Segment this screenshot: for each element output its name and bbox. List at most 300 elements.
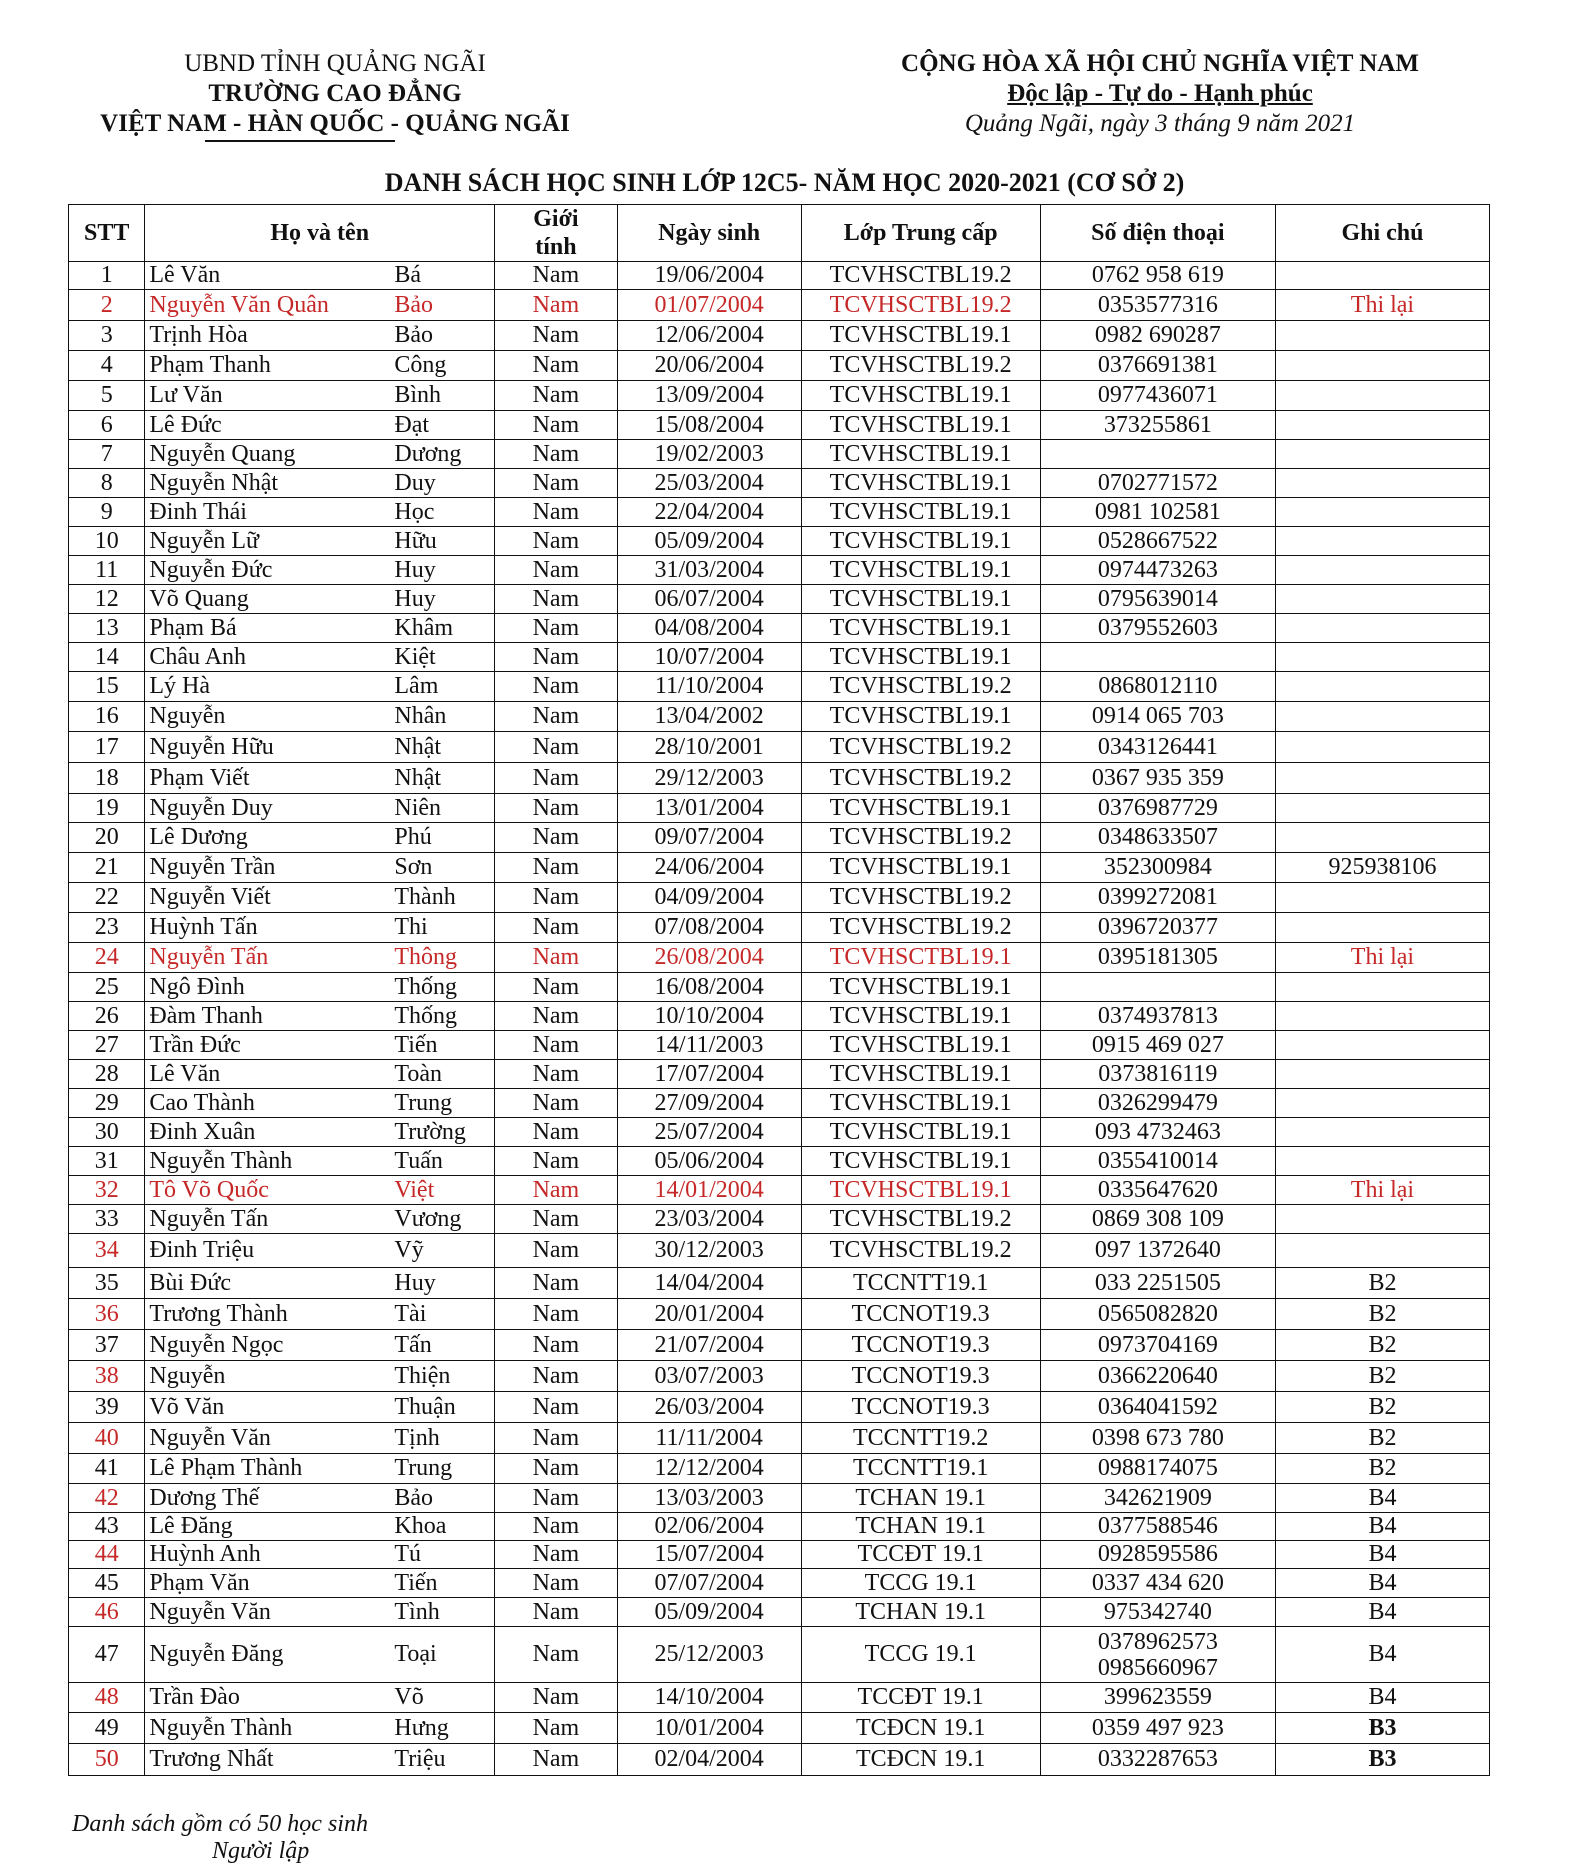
student-given-name: Thông [394, 944, 458, 970]
student-family-name: Nguyễn Văn [149, 1424, 271, 1451]
cell-stt: 3 [69, 321, 145, 351]
cell-class: TCVHSCTBL19.1 [801, 702, 1040, 732]
cell-gender: Nam [495, 973, 618, 1002]
cell-gender: Nam [495, 1541, 618, 1569]
cell-note: B4 [1275, 1513, 1489, 1541]
student-family-name: Nguyễn Văn Quân [149, 291, 329, 318]
table-row [69, 1089, 1490, 1118]
school-name-line1: TRƯỜNG CAO ĐẲNG [208, 80, 462, 107]
table-row [69, 1423, 1490, 1454]
cell-stt: 21 [69, 853, 145, 883]
student-family-name: Nguyễn Thành [149, 1714, 293, 1741]
cell-gender: Nam [495, 381, 618, 411]
table-row [69, 556, 1490, 585]
cell-phone: 033 2251505 [1040, 1268, 1275, 1299]
cell-dob: 04/08/2004 [617, 614, 801, 643]
student-given-name: Tịnh [394, 1424, 440, 1451]
cell-stt: 39 [69, 1392, 145, 1423]
cell-phone: 0376691381 [1040, 351, 1275, 381]
cell-note: B2 [1275, 1361, 1489, 1392]
cell-gender: Nam [495, 1002, 618, 1031]
cell-name [145, 321, 495, 351]
header-left [80, 49, 590, 139]
cell-dob: 25/03/2004 [617, 469, 801, 498]
cell-phone: 0928595586 [1040, 1541, 1275, 1569]
student-table [68, 204, 1490, 1776]
col-header-class: Lớp Trung cấp [801, 205, 1040, 262]
cell-stt: 46 [69, 1598, 145, 1627]
cell-dob: 17/07/2004 [617, 1060, 801, 1089]
student-family-name: Tô Võ Quốc [149, 1176, 269, 1203]
table-row [69, 1299, 1490, 1330]
cell-note [1275, 883, 1489, 913]
cell-phone: 0973704169 [1040, 1330, 1275, 1361]
cell-phone: 0974473263 [1040, 556, 1275, 585]
cell-class: TCVHSCTBL19.2 [801, 883, 1040, 913]
student-given-name: Trường [394, 1118, 466, 1145]
cell-stt: 28 [69, 1060, 145, 1089]
cell-class: TCCNTT19.2 [801, 1423, 1040, 1454]
cell-stt: 33 [69, 1205, 145, 1234]
cell-stt: 18 [69, 763, 145, 794]
table-row [69, 1627, 1490, 1683]
cell-note [1275, 1147, 1489, 1176]
student-family-name: Lê Dương [149, 824, 248, 850]
student-given-name: Tiến [394, 1031, 438, 1058]
cell-gender: Nam [495, 943, 618, 973]
cell-dob: 10/01/2004 [617, 1713, 801, 1744]
cell-phone: 0337 434 620 [1040, 1569, 1275, 1598]
cell-phone: 0869 308 109 [1040, 1205, 1275, 1234]
cell-phone: 352300984 [1040, 853, 1275, 883]
cell-dob: 12/12/2004 [617, 1454, 801, 1484]
student-given-name: Tú [394, 1541, 422, 1567]
cell-phone: 0373816119 [1040, 1060, 1275, 1089]
table-row [69, 763, 1490, 794]
cell-gender: Nam [495, 1713, 618, 1744]
cell-name [145, 1268, 495, 1299]
cell-gender: Nam [495, 1423, 618, 1454]
student-family-name: Nguyễn Lữ [149, 527, 260, 554]
student-given-name: Việt [394, 1176, 435, 1203]
student-family-name: Lê Đức [149, 411, 222, 438]
cell-note [1275, 527, 1489, 556]
cell-phone [1040, 643, 1275, 672]
cell-name [145, 1627, 495, 1683]
cell-dob: 16/08/2004 [617, 973, 801, 1002]
student-family-name: Đinh Xuân [149, 1118, 256, 1145]
cell-note [1275, 1234, 1489, 1268]
student-given-name: Triệu [394, 1746, 446, 1772]
table-row [69, 381, 1490, 411]
cell-phone: 0335647620 [1040, 1176, 1275, 1205]
student-given-name: Hưng [394, 1714, 449, 1741]
cell-dob: 22/04/2004 [617, 498, 801, 527]
table-row [69, 1147, 1490, 1176]
student-family-name: Trịnh Hòa [149, 322, 248, 348]
cell-note [1275, 672, 1489, 702]
cell-dob: 19/02/2003 [617, 440, 801, 469]
cell-name [145, 973, 495, 1002]
cell-name [145, 883, 495, 913]
table-row [69, 1598, 1490, 1627]
cell-stt: 10 [69, 527, 145, 556]
cell-dob: 20/01/2004 [617, 1299, 801, 1330]
cell-note [1275, 973, 1489, 1002]
cell-dob: 25/07/2004 [617, 1118, 801, 1147]
cell-name [145, 1713, 495, 1744]
cell-note: Thi lại [1275, 1176, 1489, 1205]
cell-phone: 0398 673 780 [1040, 1423, 1275, 1454]
student-family-name: Nguyễn Văn [149, 1598, 271, 1625]
student-family-name: Đinh Triệu [149, 1237, 255, 1263]
cell-dob: 14/11/2003 [617, 1031, 801, 1060]
table-row [69, 1002, 1490, 1031]
cell-note [1275, 469, 1489, 498]
cell-note [1275, 556, 1489, 585]
cell-gender: Nam [495, 469, 618, 498]
student-given-name: Phú [394, 824, 432, 850]
cell-phone: 0528667522 [1040, 527, 1275, 556]
cell-phone: 0795639014 [1040, 585, 1275, 614]
cell-class: TCVHSCTBL19.1 [801, 498, 1040, 527]
cell-class: TCVHSCTBL19.1 [801, 643, 1040, 672]
cell-stt: 17 [69, 732, 145, 763]
cell-class: TCĐCN 19.1 [801, 1713, 1040, 1744]
cell-phone: 0399272081 [1040, 883, 1275, 913]
student-family-name: Phạm Văn [149, 1569, 250, 1596]
cell-stt: 11 [69, 556, 145, 585]
cell-dob: 31/03/2004 [617, 556, 801, 585]
cell-name [145, 943, 495, 973]
cell-gender: Nam [495, 732, 618, 763]
cell-stt: 48 [69, 1683, 145, 1713]
cell-dob: 14/01/2004 [617, 1176, 801, 1205]
table-row [69, 1031, 1490, 1060]
cell-dob: 02/04/2004 [617, 1744, 801, 1776]
cell-phone: 0395181305 [1040, 943, 1275, 973]
national-motto-text: Độc lập - Tự do - Hạnh phúc [1007, 80, 1313, 107]
cell-phone [1040, 973, 1275, 1002]
table-row [69, 411, 1490, 440]
table-row [69, 440, 1490, 469]
cell-class: TCVHSCTBL19.1 [801, 321, 1040, 351]
cell-stt: 20 [69, 823, 145, 853]
cell-class: TCVHSCTBL19.2 [801, 351, 1040, 381]
student-given-name: Tấn [394, 1331, 432, 1358]
cell-stt: 30 [69, 1118, 145, 1147]
cell-gender: Nam [495, 1361, 618, 1392]
student-family-name: Huỳnh Tấn [149, 914, 258, 940]
cell-name [145, 1330, 495, 1361]
cell-phone: 0348633507 [1040, 823, 1275, 853]
cell-gender: Nam [495, 1234, 618, 1268]
table-body [69, 262, 1490, 1776]
cell-name [145, 702, 495, 732]
cell-class: TCVHSCTBL19.1 [801, 943, 1040, 973]
cell-class: TCVHSCTBL19.2 [801, 763, 1040, 794]
student-given-name: Tài [394, 1300, 427, 1327]
cell-phone: 0702771572 [1040, 469, 1275, 498]
cell-phone: 0762 958 619 [1040, 262, 1275, 290]
cell-stt: 16 [69, 702, 145, 732]
cell-gender: Nam [495, 411, 618, 440]
cell-gender: Nam [495, 702, 618, 732]
cell-phone: 0378962573 0985660967 [1040, 1627, 1275, 1683]
cell-gender: Nam [495, 585, 618, 614]
table-row [69, 1744, 1490, 1776]
cell-class: TCVHSCTBL19.1 [801, 1002, 1040, 1031]
cell-dob: 24/06/2004 [617, 853, 801, 883]
cell-class: TCCNTT19.1 [801, 1454, 1040, 1484]
cell-dob: 01/07/2004 [617, 290, 801, 321]
student-family-name: Ngô Đình [149, 973, 245, 1000]
cell-class: TCCNOT19.3 [801, 1361, 1040, 1392]
cell-stt: 6 [69, 411, 145, 440]
cell-stt: 45 [69, 1569, 145, 1598]
cell-note: B2 [1275, 1330, 1489, 1361]
student-family-name: Võ Văn [149, 1393, 225, 1420]
cell-gender: Nam [495, 1205, 618, 1234]
cell-dob: 26/03/2004 [617, 1392, 801, 1423]
student-given-name: Dương [394, 440, 462, 467]
cell-name [145, 1569, 495, 1598]
student-family-name: Nguyễn Đăng [149, 1641, 284, 1667]
cell-stt: 23 [69, 913, 145, 943]
cell-name [145, 1361, 495, 1392]
student-given-name: Tình [394, 1598, 440, 1625]
cell-name [145, 556, 495, 585]
student-given-name: Vỹ [394, 1237, 424, 1263]
cell-class: TCCNOT19.3 [801, 1330, 1040, 1361]
cell-class: TCVHSCTBL19.1 [801, 527, 1040, 556]
table-row [69, 321, 1490, 351]
cell-stt: 35 [69, 1268, 145, 1299]
cell-note [1275, 702, 1489, 732]
cell-stt: 37 [69, 1330, 145, 1361]
cell-dob: 03/07/2003 [617, 1361, 801, 1392]
cell-phone [1040, 440, 1275, 469]
cell-note: B2 [1275, 1299, 1489, 1330]
table-row [69, 883, 1490, 913]
cell-stt: 12 [69, 585, 145, 614]
cell-stt: 36 [69, 1299, 145, 1330]
table-row [69, 1330, 1490, 1361]
cell-note [1275, 1089, 1489, 1118]
cell-phone: 0326299479 [1040, 1089, 1275, 1118]
cell-name [145, 1683, 495, 1713]
cell-name [145, 411, 495, 440]
cell-name [145, 1089, 495, 1118]
cell-name [145, 1176, 495, 1205]
cell-note [1275, 823, 1489, 853]
student-given-name: Bình [394, 382, 442, 408]
cell-dob: 23/03/2004 [617, 1205, 801, 1234]
student-family-name: Phạm Bá [149, 614, 237, 641]
student-family-name: Nguyễn [149, 703, 226, 729]
cell-gender: Nam [495, 1484, 618, 1513]
student-family-name: Nguyễn Quang [149, 440, 296, 467]
cell-gender: Nam [495, 1268, 618, 1299]
student-given-name: Thuận [394, 1393, 456, 1420]
cell-note: B4 [1275, 1484, 1489, 1513]
cell-name [145, 643, 495, 672]
table-row [69, 823, 1490, 853]
cell-note: B2 [1275, 1268, 1489, 1299]
cell-note [1275, 794, 1489, 823]
cell-name [145, 1392, 495, 1423]
cell-name [145, 1002, 495, 1031]
cell-name [145, 1118, 495, 1147]
cell-name [145, 1205, 495, 1234]
cell-gender: Nam [495, 1118, 618, 1147]
table-row [69, 943, 1490, 973]
cell-note: B4 [1275, 1627, 1489, 1683]
cell-note: B2 [1275, 1392, 1489, 1423]
cell-dob: 21/07/2004 [617, 1330, 801, 1361]
cell-name [145, 1454, 495, 1484]
student-given-name: Kiệt [394, 643, 436, 670]
cell-note [1275, 585, 1489, 614]
cell-class: TCVHSCTBL19.2 [801, 732, 1040, 763]
cell-dob: 28/10/2001 [617, 732, 801, 763]
cell-gender: Nam [495, 1627, 618, 1683]
student-given-name: Công [394, 352, 447, 378]
cell-note [1275, 1002, 1489, 1031]
student-given-name: Khoa [394, 1513, 447, 1539]
cell-stt: 1 [69, 262, 145, 290]
cell-note [1275, 411, 1489, 440]
cell-dob: 14/10/2004 [617, 1683, 801, 1713]
cell-stt: 50 [69, 1744, 145, 1776]
student-given-name: Thi [394, 914, 428, 940]
cell-gender: Nam [495, 556, 618, 585]
cell-note: B4 [1275, 1541, 1489, 1569]
cell-phone: 373255861 [1040, 411, 1275, 440]
cell-gender: Nam [495, 1031, 618, 1060]
student-family-name: Huỳnh Anh [149, 1541, 261, 1567]
cell-note [1275, 732, 1489, 763]
cell-gender: Nam [495, 1089, 618, 1118]
table-row [69, 1118, 1490, 1147]
cell-note: Thi lại [1275, 943, 1489, 973]
table-header-row [69, 205, 1490, 262]
cell-gender: Nam [495, 643, 618, 672]
cell-class: TCĐCN 19.1 [801, 1744, 1040, 1776]
student-family-name: Nguyễn Tấn [149, 1205, 269, 1232]
table-row [69, 290, 1490, 321]
student-family-name: Nguyễn Hữu [149, 733, 274, 760]
student-given-name: Duy [394, 469, 436, 496]
student-given-name: Huy [394, 585, 436, 612]
cell-name [145, 1541, 495, 1569]
cell-stt: 4 [69, 351, 145, 381]
cell-phone: 0981 102581 [1040, 498, 1275, 527]
cell-note [1275, 381, 1489, 411]
student-family-name: Bùi Đức [149, 1269, 232, 1296]
cell-class: TCCG 19.1 [801, 1627, 1040, 1683]
cell-dob: 20/06/2004 [617, 351, 801, 381]
cell-class: TCVHSCTBL19.1 [801, 1118, 1040, 1147]
cell-phone: 0359 497 923 [1040, 1713, 1275, 1744]
table-row [69, 913, 1490, 943]
cell-dob: 12/06/2004 [617, 321, 801, 351]
col-header-dob: Ngày sinh [617, 205, 801, 262]
cell-phone: 0366220640 [1040, 1361, 1275, 1392]
cell-gender: Nam [495, 1176, 618, 1205]
cell-stt: 2 [69, 290, 145, 321]
cell-gender: Nam [495, 1330, 618, 1361]
cell-dob: 13/09/2004 [617, 381, 801, 411]
cell-dob: 19/06/2004 [617, 262, 801, 290]
cell-phone: 097 1372640 [1040, 1234, 1275, 1268]
col-header-phone: Số điện thoại [1040, 205, 1275, 262]
table-row [69, 732, 1490, 763]
table-row [69, 1176, 1490, 1205]
cell-gender: Nam [495, 290, 618, 321]
cell-name [145, 469, 495, 498]
student-given-name: Huy [394, 556, 436, 583]
cell-gender: Nam [495, 1454, 618, 1484]
cell-class: TCVHSCTBL19.1 [801, 614, 1040, 643]
table-row [69, 643, 1490, 672]
table-row [69, 498, 1490, 527]
cell-gender: Nam [495, 913, 618, 943]
cell-dob: 05/06/2004 [617, 1147, 801, 1176]
cell-dob: 13/01/2004 [617, 794, 801, 823]
table-row [69, 351, 1490, 381]
cell-note [1275, 913, 1489, 943]
cell-class: TCVHSCTBL19.1 [801, 1147, 1040, 1176]
cell-dob: 11/10/2004 [617, 672, 801, 702]
cell-class: TCVHSCTBL19.1 [801, 556, 1040, 585]
cell-stt: 8 [69, 469, 145, 498]
cell-note: B2 [1275, 1423, 1489, 1454]
student-given-name: Huy [394, 1269, 436, 1296]
cell-phone: 0376987729 [1040, 794, 1275, 823]
student-family-name: Đàm Thanh [149, 1002, 263, 1029]
cell-name [145, 1598, 495, 1627]
cell-note: B4 [1275, 1569, 1489, 1598]
cell-name [145, 913, 495, 943]
student-given-name: Bảo [394, 322, 434, 348]
table-row [69, 1268, 1490, 1299]
cell-stt: 32 [69, 1176, 145, 1205]
cell-name [145, 614, 495, 643]
student-family-name: Trương Nhất [149, 1746, 274, 1772]
cell-stt: 43 [69, 1513, 145, 1541]
table-row [69, 1234, 1490, 1268]
cell-dob: 10/10/2004 [617, 1002, 801, 1031]
cell-name [145, 672, 495, 702]
cell-note [1275, 643, 1489, 672]
table-row [69, 1205, 1490, 1234]
cell-note [1275, 262, 1489, 290]
student-family-name: Lê Văn [149, 262, 221, 288]
student-given-name: Hữu [394, 527, 437, 554]
table-row [69, 1454, 1490, 1484]
cell-dob: 29/12/2003 [617, 763, 801, 794]
cell-gender: Nam [495, 883, 618, 913]
cell-name [145, 1484, 495, 1513]
cell-name [145, 1423, 495, 1454]
cell-dob: 27/09/2004 [617, 1089, 801, 1118]
student-given-name: Nhật [394, 733, 442, 760]
cell-name [145, 794, 495, 823]
cell-note [1275, 763, 1489, 794]
cell-gender: Nam [495, 440, 618, 469]
student-family-name: Nguyễn [149, 1362, 226, 1389]
